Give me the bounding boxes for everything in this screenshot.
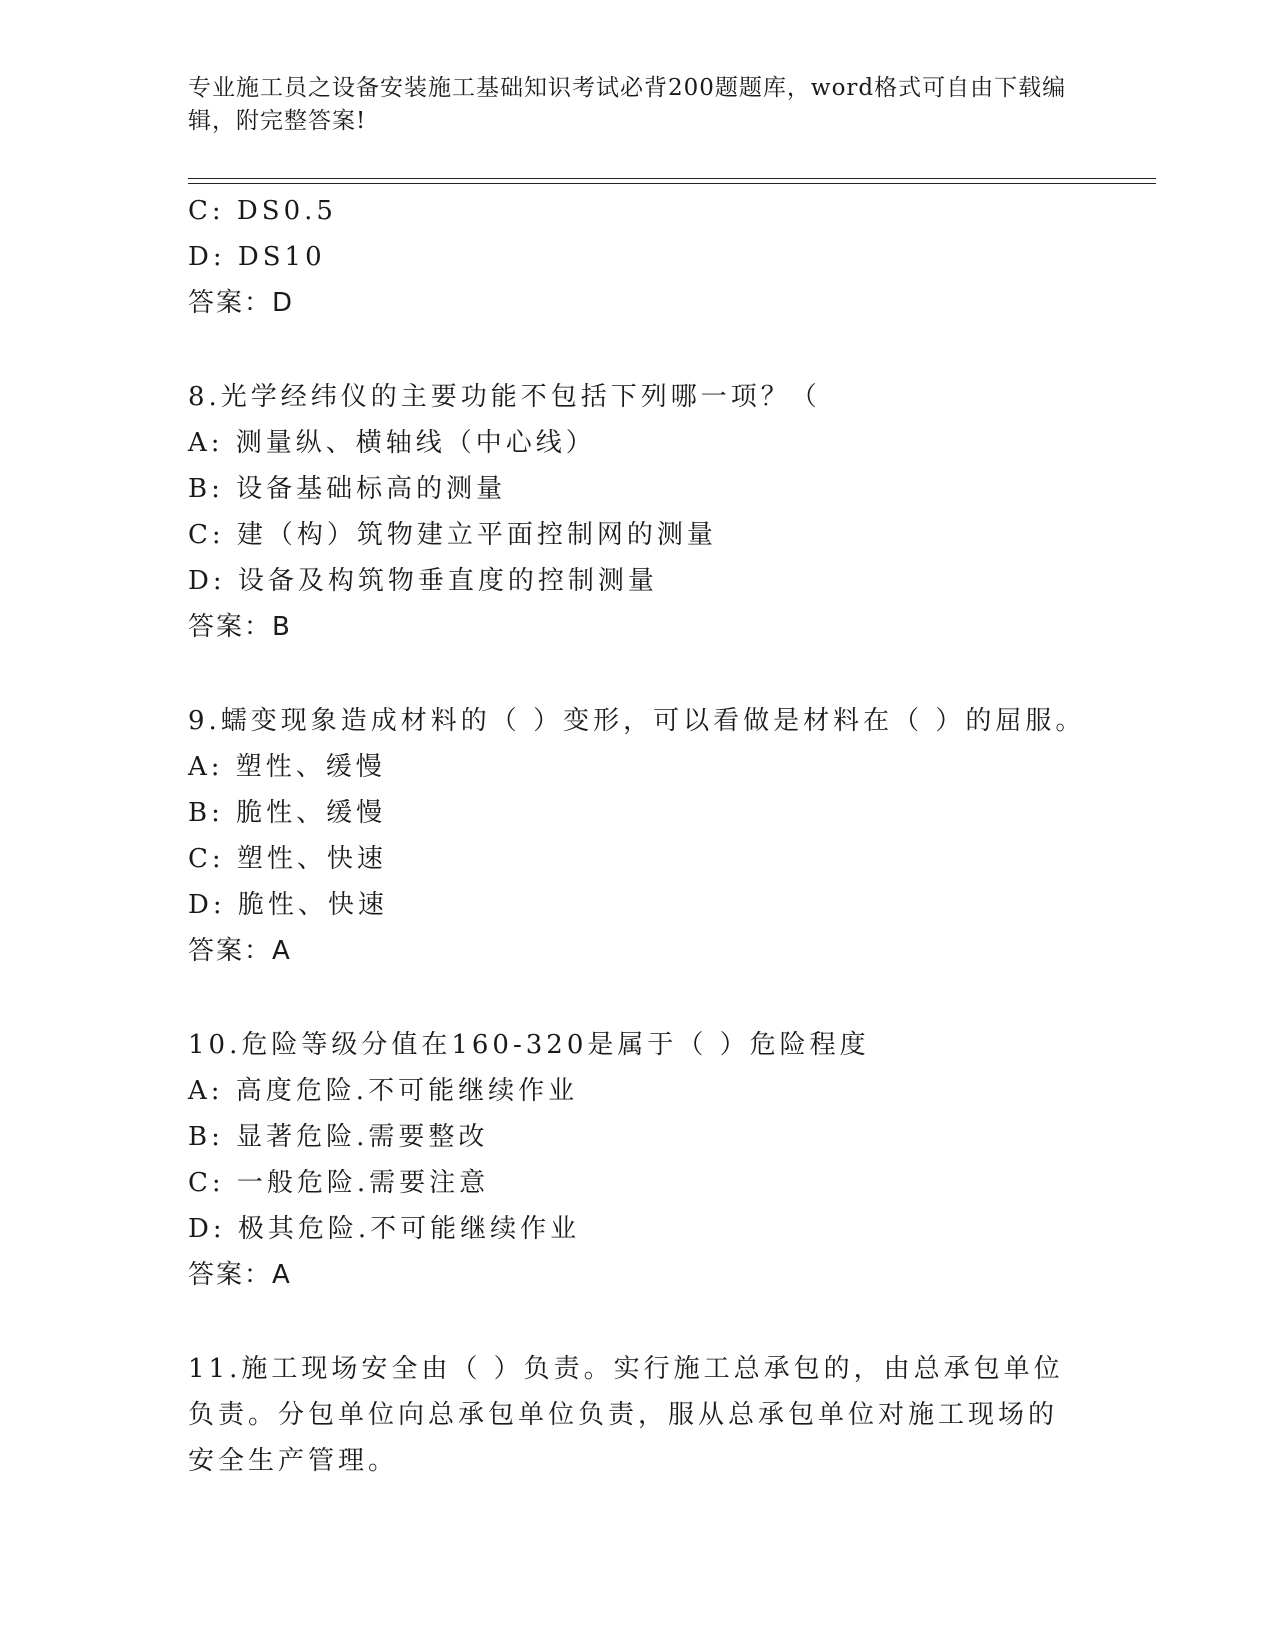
option-d: D: 设备及构筑物垂直度的控制测量	[188, 566, 658, 596]
option-b: B: 脆性、缓慢	[188, 798, 387, 828]
option-d: D: 极其危险.不可能继续作业	[188, 1214, 581, 1244]
question-11	[188, 1346, 1078, 1484]
option-b: B: 设备基础标高的测量	[188, 474, 507, 504]
answer-line: 答案：A	[188, 1260, 292, 1290]
option-a: A: 塑性、缓慢	[188, 752, 386, 782]
question-content	[188, 188, 1086, 1484]
option-c: C: 一般危险.需要注意	[188, 1168, 490, 1198]
option-a: A: 高度危险.不可能继续作业	[188, 1076, 579, 1106]
option-c: C: 塑性、快速	[188, 844, 387, 874]
question-7-tail	[188, 188, 1078, 326]
option-b: B: 显著危险.需要整改	[188, 1122, 489, 1152]
question-text: 9.蠕变现象造成材料的（ ）变形，可以看做是材料在（ ）的屈服。	[188, 706, 1086, 736]
header-divider-bottom	[188, 183, 1156, 184]
option-a: A: 测量纵、横轴线（中心线）	[188, 428, 596, 458]
question-text: 11.施工现场安全由（ ）负责。实行施工总承包的，由总承包单位负责。分包单位向总承包单位负责，服从总承包单位对施工现场的安全生产管理。	[188, 1354, 1064, 1476]
option-d: D: DS10	[188, 242, 326, 272]
question-8	[188, 374, 1078, 650]
answer-line: 答案：A	[188, 936, 292, 966]
question-9	[188, 698, 1086, 974]
answer-line: 答案：D	[188, 288, 295, 318]
document-header: 专业施工员之设备安装施工基础知识考试必背200题题库，word格式可自由下载编辑，附完整答案!	[188, 75, 1067, 134]
question-text: 8.光学经纬仪的主要功能不包括下列哪一项？（	[188, 382, 821, 412]
option-d: D: 脆性、快速	[188, 890, 388, 920]
header-divider-top	[188, 178, 1156, 179]
option-c: C: DS0.5	[188, 196, 337, 226]
answer-line: 答案：B	[188, 612, 292, 642]
option-c: C: 建（构）筑物建立平面控制网的测量	[188, 520, 717, 550]
question-text: 10.危险等级分值在160-320是属于（ ）危险程度	[188, 1030, 870, 1060]
question-10	[188, 1022, 1078, 1298]
